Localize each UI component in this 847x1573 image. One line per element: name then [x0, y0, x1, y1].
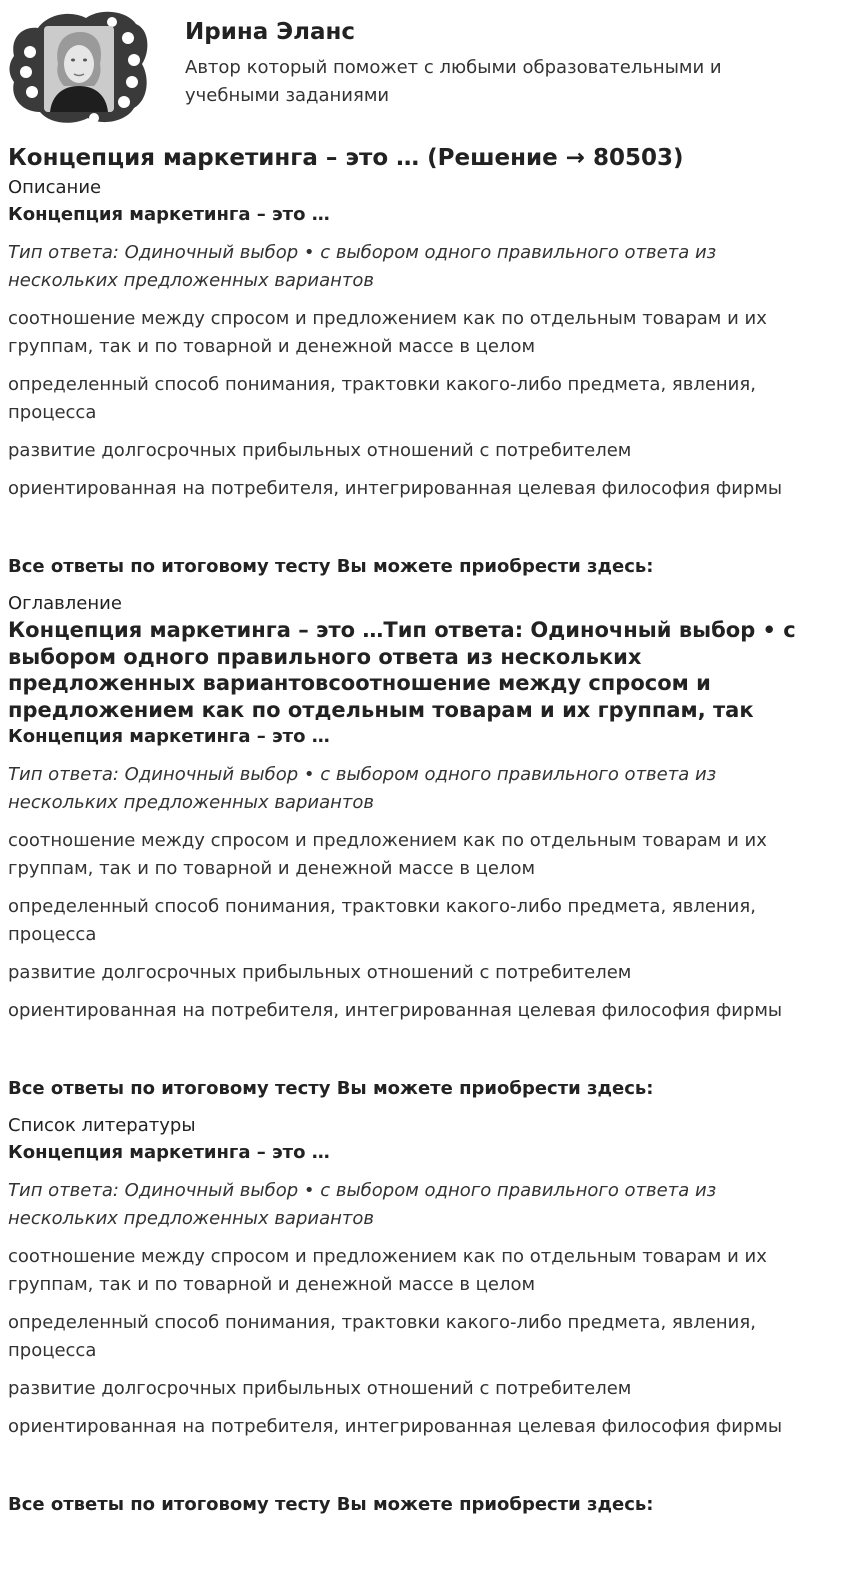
answer-type-line: Тип ответа: Одиночный выбор • с выбором одного правильного ответа из [8, 1180, 717, 1201]
answer-option [8, 997, 839, 1025]
answer-option-line: соотношение между спросом и предложением как по отдельным товарам и их [8, 830, 767, 851]
answer-option-line: процесса [8, 402, 97, 423]
answer-type-line: нескольких предложенных вариантов [8, 270, 374, 291]
question-title: Концепция маркетинга – это … [8, 1142, 330, 1163]
answer-option [8, 437, 839, 465]
answer-option [8, 959, 839, 987]
answer-option [8, 1375, 839, 1403]
author-avatar [8, 8, 150, 126]
author-description [185, 54, 785, 110]
answer-option [8, 371, 839, 427]
answer-option [8, 475, 839, 503]
answer-type [8, 239, 839, 295]
buy-answers-note: Все ответы по итоговому тесту Вы можете приобрести здесь: [8, 1078, 654, 1099]
answer-option-line: процесса [8, 924, 97, 945]
question-title: Концепция маркетинга – это … [8, 204, 330, 225]
answer-option-line: группам, так и по товарной и денежной массе в целом [8, 1274, 536, 1295]
author-header [8, 8, 839, 126]
answer-option-line: определенный способ понимания, трактовки какого-либо предмета, явления, [8, 374, 756, 395]
answer-type [8, 761, 839, 817]
answer-option-line: ориентированная на потребителя, интегрированная целевая философия фирмы [8, 478, 783, 499]
answer-option [8, 1413, 839, 1441]
answer-option-line: процесса [8, 1340, 97, 1361]
toc-heading-line: предложением как по отдельным товарам и их группам, так [8, 697, 754, 722]
toc-heading-line: Концепция маркетинга – это …Тип ответа: Одиночный выбор • с [8, 618, 796, 642]
description-block [8, 201, 839, 581]
toc-heading [8, 617, 839, 723]
answer-type [8, 1177, 839, 1233]
answer-option-line: развитие долгосрочных прибыльных отношений с потребителем [8, 1378, 632, 1399]
answer-option-line: соотношение между спросом и предложением как по отдельным товарам и их [8, 1246, 767, 1267]
answer-option-line: ориентированная на потребителя, интегрированная целевая философия фирмы [8, 1416, 783, 1437]
answer-option [8, 1309, 839, 1365]
author-name: Ирина Эланс [185, 19, 356, 45]
toc-label: Оглавление [8, 593, 122, 614]
answer-type-line: Тип ответа: Одиночный выбор • с выбором одного правильного ответа из [8, 764, 717, 785]
answer-option-line: группам, так и по товарной и денежной массе в целом [8, 336, 536, 357]
answer-option-line: определенный способ понимания, трактовки какого-либо предмета, явления, [8, 896, 756, 917]
main-content [8, 143, 839, 1519]
answer-type-line: Тип ответа: Одиночный выбор • с выбором одного правильного ответа из [8, 242, 717, 263]
answer-option-line: ориентированная на потребителя, интегрированная целевая философия фирмы [8, 1000, 783, 1021]
answer-option-line: соотношение между спросом и предложением как по отдельным товарам и их [8, 308, 767, 329]
answer-option [8, 305, 839, 361]
literature-label: Список литературы [8, 1115, 196, 1136]
page-title: Концепция маркетинга – это … (Решение → 80503) [8, 145, 684, 171]
description-label: Описание [8, 177, 102, 198]
author-description-line: учебными заданиями [185, 85, 390, 106]
answer-option [8, 1243, 839, 1299]
buy-answers-note: Все ответы по итоговому тесту Вы можете приобрести здесь: [8, 1494, 654, 1515]
answer-option [8, 893, 839, 949]
literature-block [8, 1139, 839, 1519]
answer-option-line: развитие долгосрочных прибыльных отношений с потребителем [8, 440, 632, 461]
answer-type-line: нескольких предложенных вариантов [8, 1208, 374, 1229]
answer-type-line: нескольких предложенных вариантов [8, 792, 374, 813]
author-description-line: Автор который поможет с любыми образовательными и [185, 57, 722, 78]
question-title: Концепция маркетинга – это … [8, 726, 330, 747]
toc-block [8, 723, 839, 1103]
toc-heading-line: предложенных вариантовсоотношение между спросом и [8, 671, 711, 695]
buy-answers-note: Все ответы по итоговому тесту Вы можете приобрести здесь: [8, 556, 654, 577]
answer-option-line: развитие долгосрочных прибыльных отношений с потребителем [8, 962, 632, 983]
answer-option-line: группам, так и по товарной и денежной массе в целом [8, 858, 536, 879]
answer-option [8, 827, 839, 883]
answer-option-line: определенный способ понимания, трактовки какого-либо предмета, явления, [8, 1312, 756, 1333]
toc-heading-line: выбором одного правильного ответа из нескольких [8, 644, 642, 669]
